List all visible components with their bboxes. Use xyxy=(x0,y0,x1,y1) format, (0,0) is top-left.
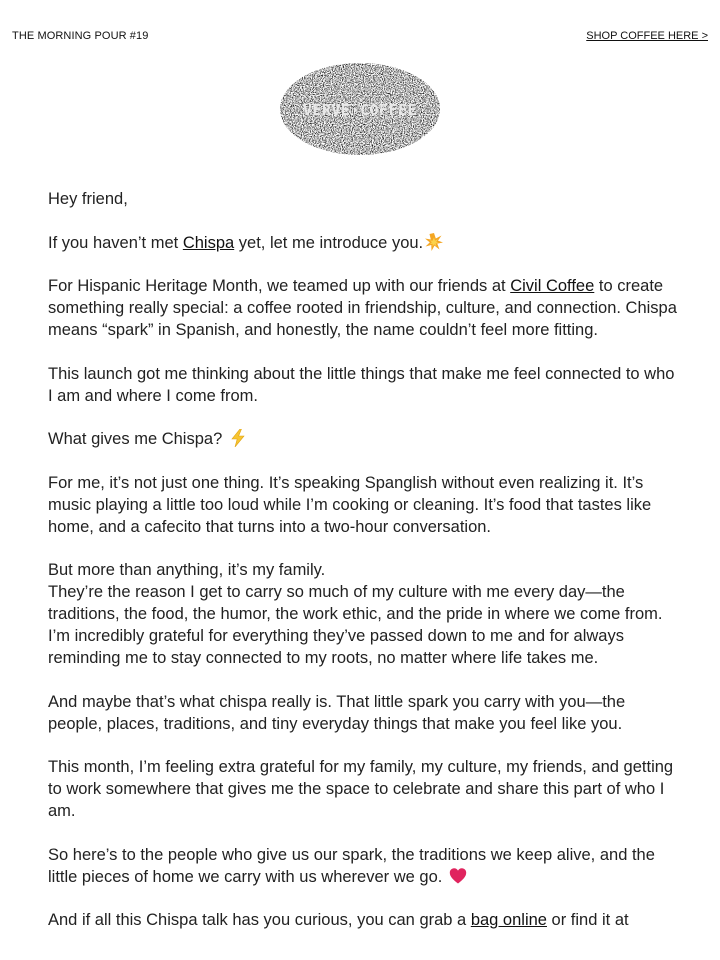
chispa-link[interactable]: Chispa xyxy=(182,233,235,252)
greeting: Hey friend, xyxy=(48,190,128,208)
toast-text: So here’s to the people who give us our spark, the traditions we keep alive, and the little pieces of home we carry with us wherever we go. xyxy=(48,845,655,886)
collision-spark-icon xyxy=(425,233,443,251)
family-line-2: They’re the reason I get to carry so much of my culture with me every day—the traditions, the food, the humor, the work ethic, and the pride in where we come from. I’m incredibly grateful for everything they’ve passed down to me and for always reminding me to stay connected to my roots, no matter where life takes me. xyxy=(48,583,663,667)
spanglish-paragraph: For me, it’s not just one thing. It’s speaking Spanglish without even realizing it. It’s music playing a little too loud while I’m cooking or cleaning. It’s food that tastes like home, and a cafecito that turns into a two-hour conversation. xyxy=(48,473,652,536)
question-paragraph xyxy=(48,428,678,450)
collab-text-before: For Hispanic Heritage Month, we teamed up with our friends at xyxy=(48,277,511,295)
collab-paragraph xyxy=(48,275,678,341)
lightning-bolt-icon xyxy=(229,429,247,447)
logo-stamp xyxy=(278,60,442,158)
newsletter-header xyxy=(0,0,720,60)
toast-paragraph xyxy=(48,844,678,888)
launch-paragraph: This launch got me thinking about the little things that make me feel connected to who I am and where I come from. xyxy=(48,364,675,405)
purchase-paragraph xyxy=(48,909,678,931)
spark-paragraph: And maybe that’s what chispa really is. That little spark you carry with you—the people, places, traditions, and tiny everyday things that make you feel like you. xyxy=(48,692,626,733)
purchase-text-after: or find it at xyxy=(546,911,629,929)
issue-label: THE MORNING POUR #19 xyxy=(12,30,149,42)
verve-coffee-logo[interactable] xyxy=(278,60,442,158)
red-heart-icon xyxy=(449,867,467,885)
family-line-1: But more than anything, it’s my family. xyxy=(48,561,326,579)
intro-text-after: yet, let me introduce you. xyxy=(234,233,424,252)
collab-text-after: to create something really special: a coffee rooted in friendship, culture, and connection. Chispa means “spark” in Spanish, and honestly, the name couldn’t feel more fitting. xyxy=(48,277,677,339)
purchase-text-before: And if all this Chispa talk has you curious, you can grab a xyxy=(48,911,471,929)
intro-text-before: If you haven’t met xyxy=(48,233,183,252)
logo-text: VERVE·COFFEE xyxy=(302,101,418,119)
intro-paragraph xyxy=(48,232,678,254)
grateful-paragraph: This month, I’m feeling extra grateful for my family, my culture, my friends, and getting to work somewhere that gives me the space to celebrate and share this part of who I am. xyxy=(48,758,674,820)
family-paragraph xyxy=(48,559,678,669)
civil-coffee-link[interactable]: Civil Coffee xyxy=(510,277,595,295)
shop-coffee-link[interactable]: SHOP COFFEE HERE > xyxy=(586,30,708,42)
letter-body xyxy=(48,188,678,931)
question-text: What gives me Chispa? xyxy=(48,430,223,448)
bag-online-link[interactable]: bag online xyxy=(470,911,547,929)
